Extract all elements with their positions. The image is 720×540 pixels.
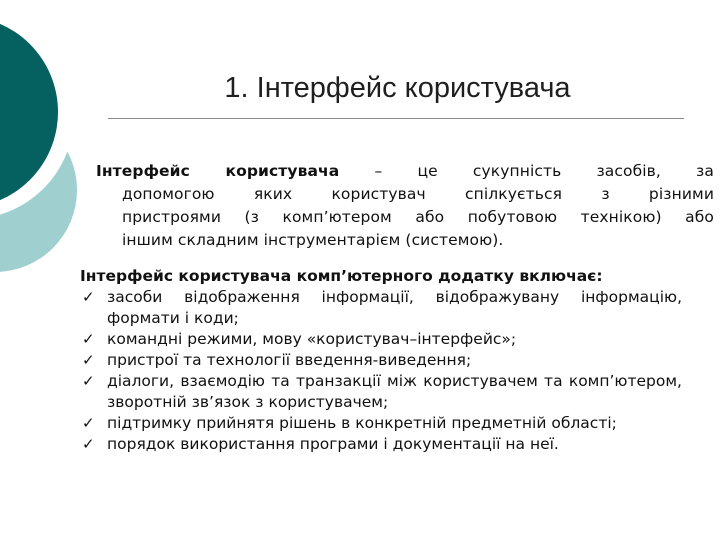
definition-paragraph — [96, 160, 714, 252]
list-item — [80, 350, 682, 371]
list-item — [80, 329, 682, 350]
checkmark-icon: ✓ — [82, 435, 95, 453]
definition-line-1: – це сукупність засобів, за — [339, 162, 714, 180]
includes-heading: Інтерфейс користувача комп’ютерного додатку включає: — [80, 267, 603, 285]
list-item-text: підтримку прийнятя рішень в конкретній предметній області; — [107, 414, 617, 432]
list-item — [80, 434, 682, 455]
slide-title: 1. Інтерфейс користувача — [224, 72, 571, 104]
decorative-circles — [0, 0, 120, 300]
definition-line-4: іншим складним інструментарієм (системою). — [122, 231, 504, 249]
checkmark-icon: ✓ — [82, 351, 95, 369]
list-item-text: пристрої та технології введення-виведення; — [107, 351, 472, 369]
includes-list — [80, 266, 682, 455]
definition-line-3: пристроями (з комп’ютером або побутовою технікою) або — [122, 208, 714, 226]
checkmark-icon: ✓ — [82, 288, 95, 306]
list-item-text: командні режими, мову «користувач–інтерфейс»; — [107, 330, 517, 348]
title-divider — [108, 118, 684, 119]
checkmark-icon: ✓ — [82, 372, 95, 390]
list-item — [80, 287, 682, 329]
list-item — [80, 371, 682, 413]
list-item-text: діалоги, взаємодію та транзакції між користувачем та комп’ютером, зворотній зв’язок з користувачем; — [107, 372, 682, 411]
definition-line-2: допомогою яких користувач спілкується з різними — [122, 185, 714, 203]
checkmark-icon: ✓ — [82, 330, 95, 348]
list-item-text: засоби відображення інформації, відображувану інформацію, формати і коди; — [107, 288, 682, 327]
list-item-text: порядок використання програми і документації на неї. — [107, 435, 559, 453]
checkmark-icon: ✓ — [82, 414, 95, 432]
definition-term: Інтерфейс користувача — [96, 162, 340, 180]
list-item — [80, 413, 682, 434]
